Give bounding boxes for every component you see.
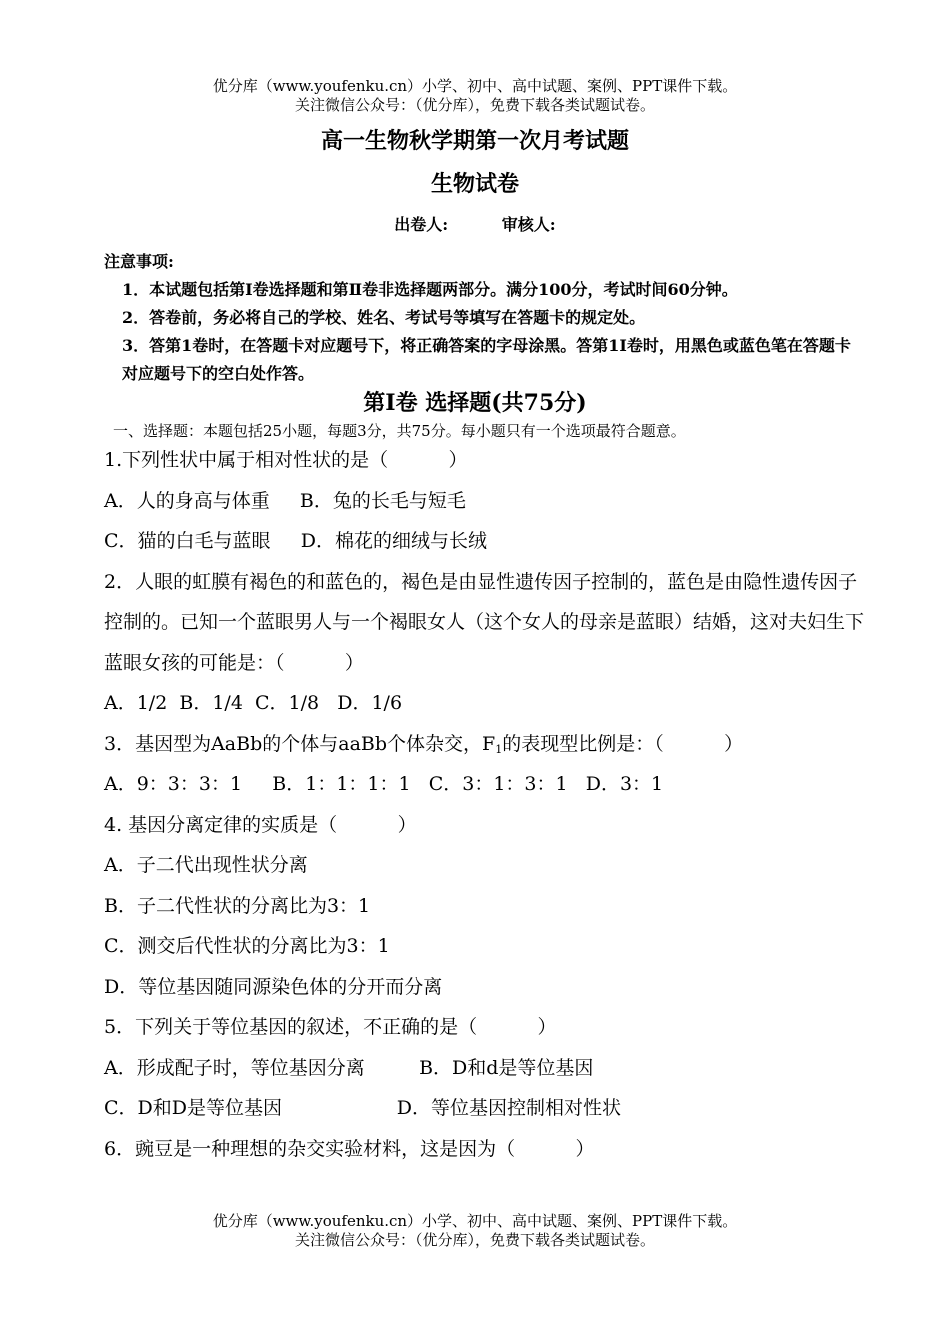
- q1-options-ab: A．人的身高与体重 B．兔的长毛与短毛: [104, 489, 466, 512]
- note-item-2: 2．答卷前，务必将自己的学校、姓名、考试号等填写在答题卡的规定处。: [122, 308, 646, 327]
- q4-option-b: B．子二代性状的分离比为3：1: [104, 894, 371, 917]
- q4-option-a: A．子二代出现性状分离: [104, 854, 308, 876]
- q5-options-cd: C．D和D是等位基因 D．等位基因控制相对性状: [104, 1097, 621, 1119]
- question-list: [104, 440, 864, 1169]
- q2-options: A．1/2 B．1/4 C．1/8 D．1/6: [104, 692, 403, 714]
- exam-title: 高一生物秋学期第一次月考试题: [320, 128, 629, 154]
- q5-options-ab: A．形成配子时，等位基因分离 B．D和d是等位基因: [104, 1056, 594, 1079]
- setter-label: 出卷人:: [394, 215, 449, 234]
- page-header: [0, 77, 950, 115]
- note-item-3: 3．答第1卷时，在答题卡对应题号下，将正确答案的字母涂黑。答第1I卷时，用黑色或蓝色笔在答题卡对应题号下的空白处作答。: [122, 336, 851, 383]
- q6-stem: 6．豌豆是一种理想的杂交实验材料，这是因为（ ）: [104, 1137, 595, 1160]
- section-instructions: 一、选择题：本题包括25小题，每题3分，共75分。每小题只有一个选项最符合题意。: [113, 422, 686, 440]
- q3-stem: [104, 724, 864, 765]
- q3-stem-subscript: 1: [495, 742, 503, 756]
- reviewer-label: 审核人:: [501, 215, 556, 234]
- notes-section: [104, 248, 864, 388]
- q1-stem: 1.下列性状中属于相对性状的是（ ）: [104, 449, 468, 471]
- note-item-1: 1．本试题包括第Ⅰ卷选择题和第Ⅱ卷非选择题两部分。满分100分，考试时间60分钟。: [122, 280, 738, 299]
- q1-options-cd: C．猫的白毛与蓝眼 D．棉花的细绒与长绒: [104, 530, 487, 552]
- q2-stem: 2．人眼的虹膜有褐色的和蓝色的，褐色是由显性遗传因子控制的，蓝色是由隐性遗传因子控制的。已知一个蓝眼男人与一个褐眼女人（这个女人的母亲是蓝眼）结婚，这对夫妇生下蓝眼女孩的可能是：（ ）: [104, 570, 865, 674]
- q4-option-d: D．等位基因随同源染色体的分开而分离: [104, 975, 443, 998]
- page-footer: [0, 1212, 950, 1250]
- footer-line-1: 优分库（www.youfenku.cn）小学、初中、高中试题、案例、PPT课件下载。: [212, 1212, 738, 1230]
- q3-stem-after: 的表现型比例是：（ ）: [502, 732, 744, 755]
- q5-stem: 5．下列关于等位基因的叙述，不正确的是（ ）: [104, 1016, 557, 1038]
- q4-stem: 4. 基因分离定律的实质是（ ）: [104, 813, 417, 836]
- header-line-2: 关注微信公众号：（优分库），免费下载各类试题试卷。: [294, 96, 655, 114]
- author-line: [0, 212, 950, 235]
- section-title: 第Ⅰ卷 选择题(共75分): [363, 390, 587, 416]
- q4-option-c: C．测交后代性状的分离比为3：1: [104, 935, 390, 957]
- q3-stem-before: 3．基因型为AaBb的个体与aaBb个体杂交，F: [104, 732, 496, 755]
- footer-line-2: 关注微信公众号：（优分库），免费下载各类试题试卷。: [294, 1231, 655, 1249]
- q3-options: A．9：3：3：1 B．1：1：1：1 C．3：1：3：1 D．3：1: [104, 773, 664, 795]
- notes-heading: 注意事项:: [104, 252, 174, 271]
- header-line-1: 优分库（www.youfenku.cn）小学、初中、高中试题、案例、PPT课件下载。: [212, 77, 738, 95]
- exam-subtitle: 生物试卷: [430, 171, 519, 197]
